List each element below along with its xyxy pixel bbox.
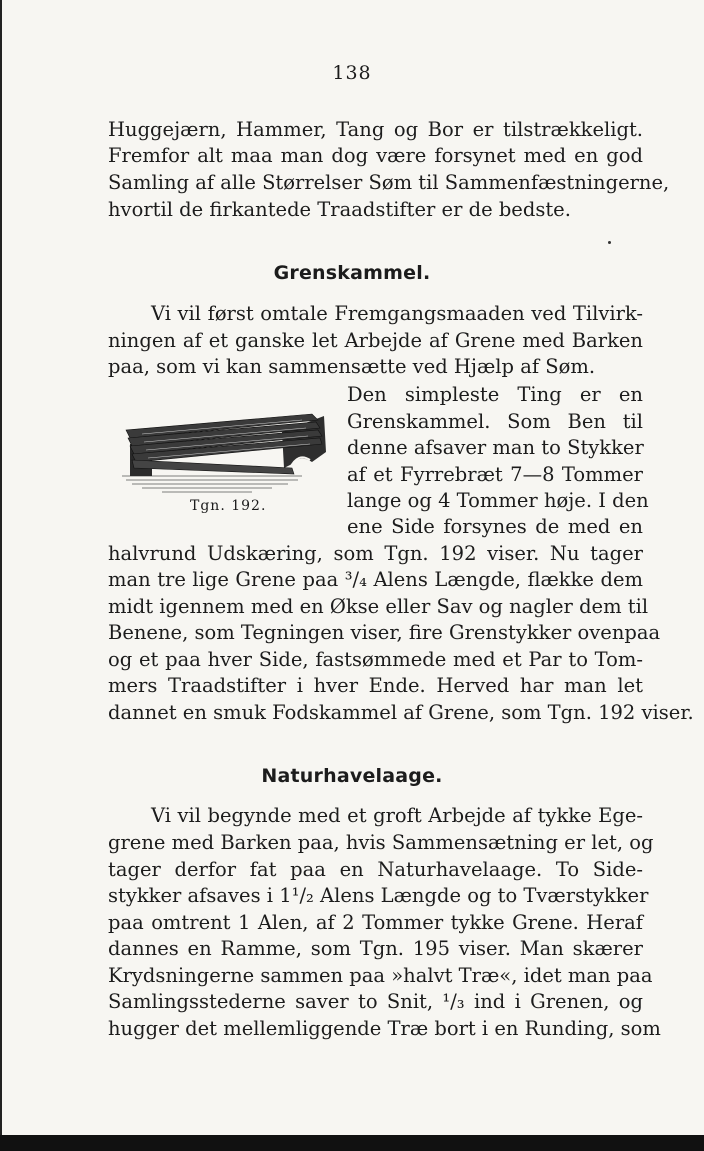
text-line: tager derfor fat paa en Naturhavelaage. To Side- bbox=[108, 858, 643, 881]
ink-speck bbox=[608, 241, 611, 244]
page-number: 138 bbox=[332, 62, 372, 84]
text-line: Fremfor alt maa man dog være forsynet med en god bbox=[108, 144, 643, 167]
section-heading-naturhavelaage: Naturhavelaage. bbox=[261, 765, 443, 787]
figure-caption: Tgn. 192. bbox=[190, 498, 267, 514]
text-line: dannes en Ramme, som Tgn. 195 viser. Man skærer bbox=[108, 937, 643, 960]
section-heading-grenskammel: Grenskammel. bbox=[273, 262, 431, 284]
text-line: ningen af et ganske let Arbejde af Grene med Barken bbox=[108, 329, 643, 352]
text-line: Samling af alle Størrelser Søm til Sammenfæstningerne, bbox=[108, 171, 670, 194]
text-line: Vi vil begynde med et groft Arbejde af tykke Ege- bbox=[151, 804, 643, 827]
text-line: mers Traadstifter i hver Ende. Herved har man let bbox=[108, 674, 643, 697]
text-line: denne afsaver man to Stykker bbox=[347, 436, 644, 459]
text-line: ene Side forsynes de med en bbox=[347, 515, 643, 538]
text-line: Den simpleste Ting er en bbox=[347, 383, 643, 406]
text-line: Huggejærn, Hammer, Tang og Bor er tilstrækkeligt. bbox=[108, 118, 643, 141]
text-line: stykker afsaves i 1¹/₂ Alens Længde og to Tværstykker bbox=[108, 884, 649, 907]
text-line: paa, som vi kan sammensætte ved Hjælp af Søm. bbox=[108, 355, 596, 378]
text-line: og et paa hver Side, fastsømmede med et Par to Tom- bbox=[108, 648, 643, 671]
text-line: af et Fyrrebræt 7—8 Tommer bbox=[347, 463, 643, 486]
text-line: midt igennem med en Økse eller Sav og nagler dem til bbox=[108, 595, 649, 618]
text-line: Krydsningerne sammen paa »halvt Træ«, idet man paa bbox=[108, 964, 653, 987]
page-edge-left bbox=[0, 0, 2, 1151]
text-line: Benene, som Tegningen viser, fire Grenstykker ovenpaa bbox=[108, 621, 661, 644]
page-edge-bottom bbox=[0, 1135, 704, 1151]
text-line: dannet en smuk Fodskammel af Grene, som Tgn. 192 viser. bbox=[108, 701, 694, 724]
text-line: Grenskammel. Som Ben til bbox=[347, 410, 643, 433]
text-line: Samlingsstederne saver to Snit, ¹/₃ ind i Grenen, og bbox=[108, 990, 643, 1013]
text-line: paa omtrent 1 Alen, af 2 Tommer tykke Grene. Heraf bbox=[108, 911, 643, 934]
text-line: hvortil de firkantede Traadstifter er de bedste. bbox=[108, 198, 571, 221]
text-line: grene med Barken paa, hvis Sammensætning er let, og bbox=[108, 831, 654, 854]
text-line: halvrund Udskæring, som Tgn. 192 viser. Nu tager bbox=[108, 542, 643, 565]
text-line: man tre lige Grene paa ³/₄ Alens Længde, flække dem bbox=[108, 568, 643, 591]
text-line: Vi vil først omtale Fremgangsmaaden ved Tilvirk- bbox=[151, 302, 643, 325]
text-line: hugger det mellemliggende Træ bort i en Runding, som bbox=[108, 1017, 661, 1040]
text-line: lange og 4 Tommer høje. I den bbox=[347, 489, 649, 512]
